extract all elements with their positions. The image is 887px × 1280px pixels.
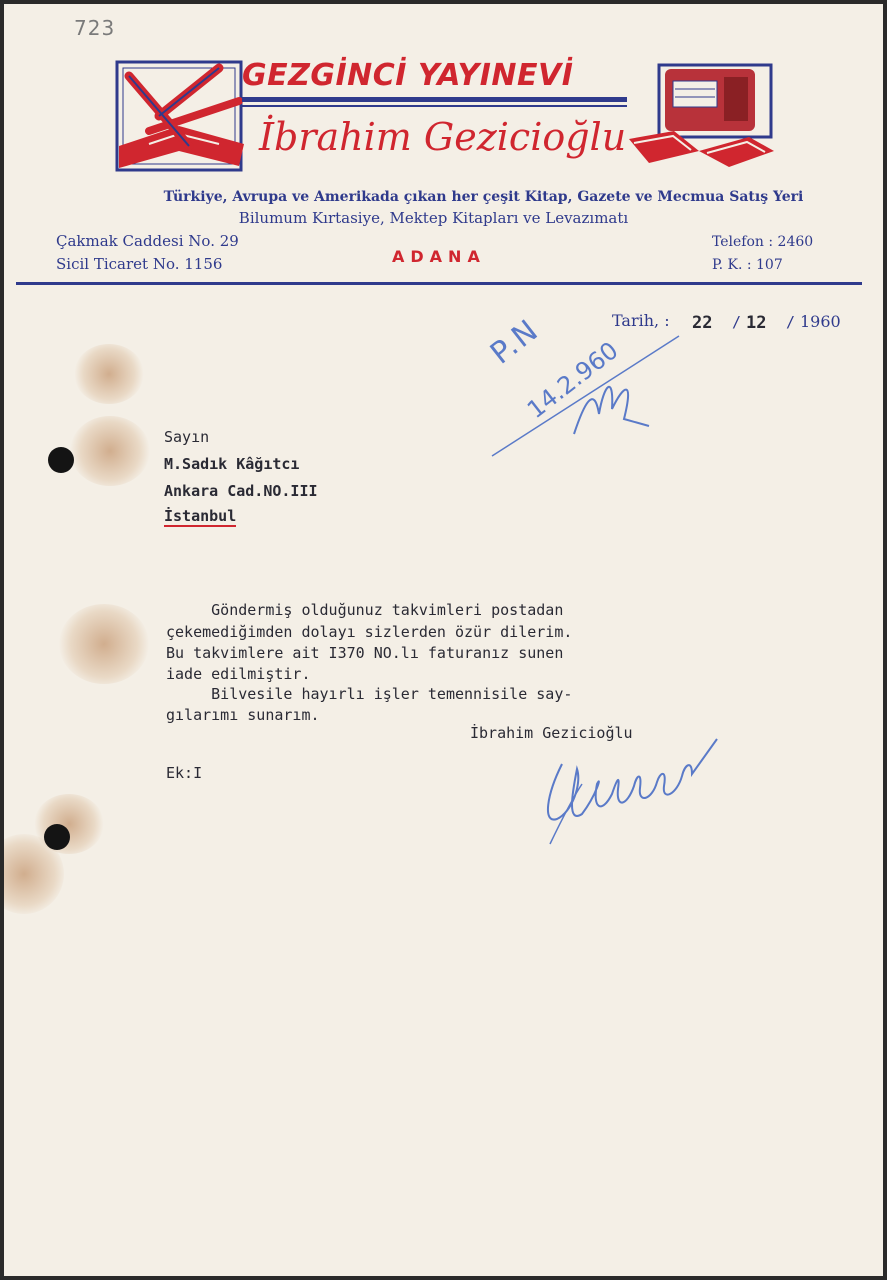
header-divider <box>242 97 627 102</box>
radio-books-logo-icon <box>629 59 779 177</box>
signature-name: İbrahim Gezicioğlu <box>470 724 633 742</box>
header-divider <box>242 105 627 107</box>
archive-number: 723 <box>74 16 116 40</box>
salutation: Sayın <box>164 428 210 446</box>
address-line-street: Çakmak Caddesi No. 29 <box>56 232 239 250</box>
body-line: Bilvesile hayırlı işler temennisile say- <box>166 685 573 703</box>
city-name: ADANA <box>392 247 486 266</box>
body-line: gılarımı sunarım. <box>166 706 320 724</box>
address-line-registry: Sicil Ticaret No. 1156 <box>56 255 223 273</box>
recipient-name: M.Sadık Kâğıtcı <box>164 455 300 473</box>
stain <box>70 416 150 486</box>
date-month: 12 <box>746 313 767 333</box>
body-line: iade edilmiştir. <box>166 665 311 683</box>
phone-number: Telefon : 2460 <box>712 234 814 250</box>
date-slash: / <box>732 313 742 331</box>
stain <box>59 604 149 684</box>
date-year: 1960 <box>800 312 841 331</box>
recipient-city: İstanbul <box>164 507 237 525</box>
body-line: Bu takvimlere ait I370 NO.lı faturanız sunen <box>166 644 564 662</box>
date-label: Tarih, : <box>612 311 670 330</box>
po-box: P. K. : 107 <box>712 257 783 273</box>
date-slash: / <box>786 313 796 331</box>
handwritten-signature <box>542 724 722 854</box>
letterhead-bottom-rule <box>16 282 862 285</box>
tagline-secondary: Bilumum Kırtasiye, Mektep Kitapları ve Levazımatı <box>238 209 629 227</box>
stamp-scribble-icon <box>484 324 684 464</box>
body-line: çekemediğimden dolayı sizlerden özür dilerim. <box>166 623 573 641</box>
date-day: 22 <box>692 313 713 333</box>
punch-hole <box>48 447 74 473</box>
letter-page <box>4 4 883 1276</box>
stain <box>74 344 144 404</box>
recipient-street: Ankara Cad.NO.III <box>164 482 318 500</box>
tagline-primary: Türkiye, Avrupa ve Amerikada çıkan her çeşit Kitap, Gazete ve Mecmua Satış Yeri <box>163 189 804 205</box>
enclosure: Ek:I <box>166 764 203 782</box>
pen-book-logo-icon <box>109 56 249 174</box>
company-name: GEZGİNCİ YAYINEVİ <box>242 58 574 93</box>
owner-name: İbrahim Gezicioğlu <box>259 115 627 159</box>
punch-hole <box>44 824 70 850</box>
stamp-initials: P.N <box>484 312 547 372</box>
body-line: Göndermiş olduğunuz takvimleri postadan <box>166 601 564 619</box>
stamp-date: 14.2.960 <box>522 336 624 425</box>
